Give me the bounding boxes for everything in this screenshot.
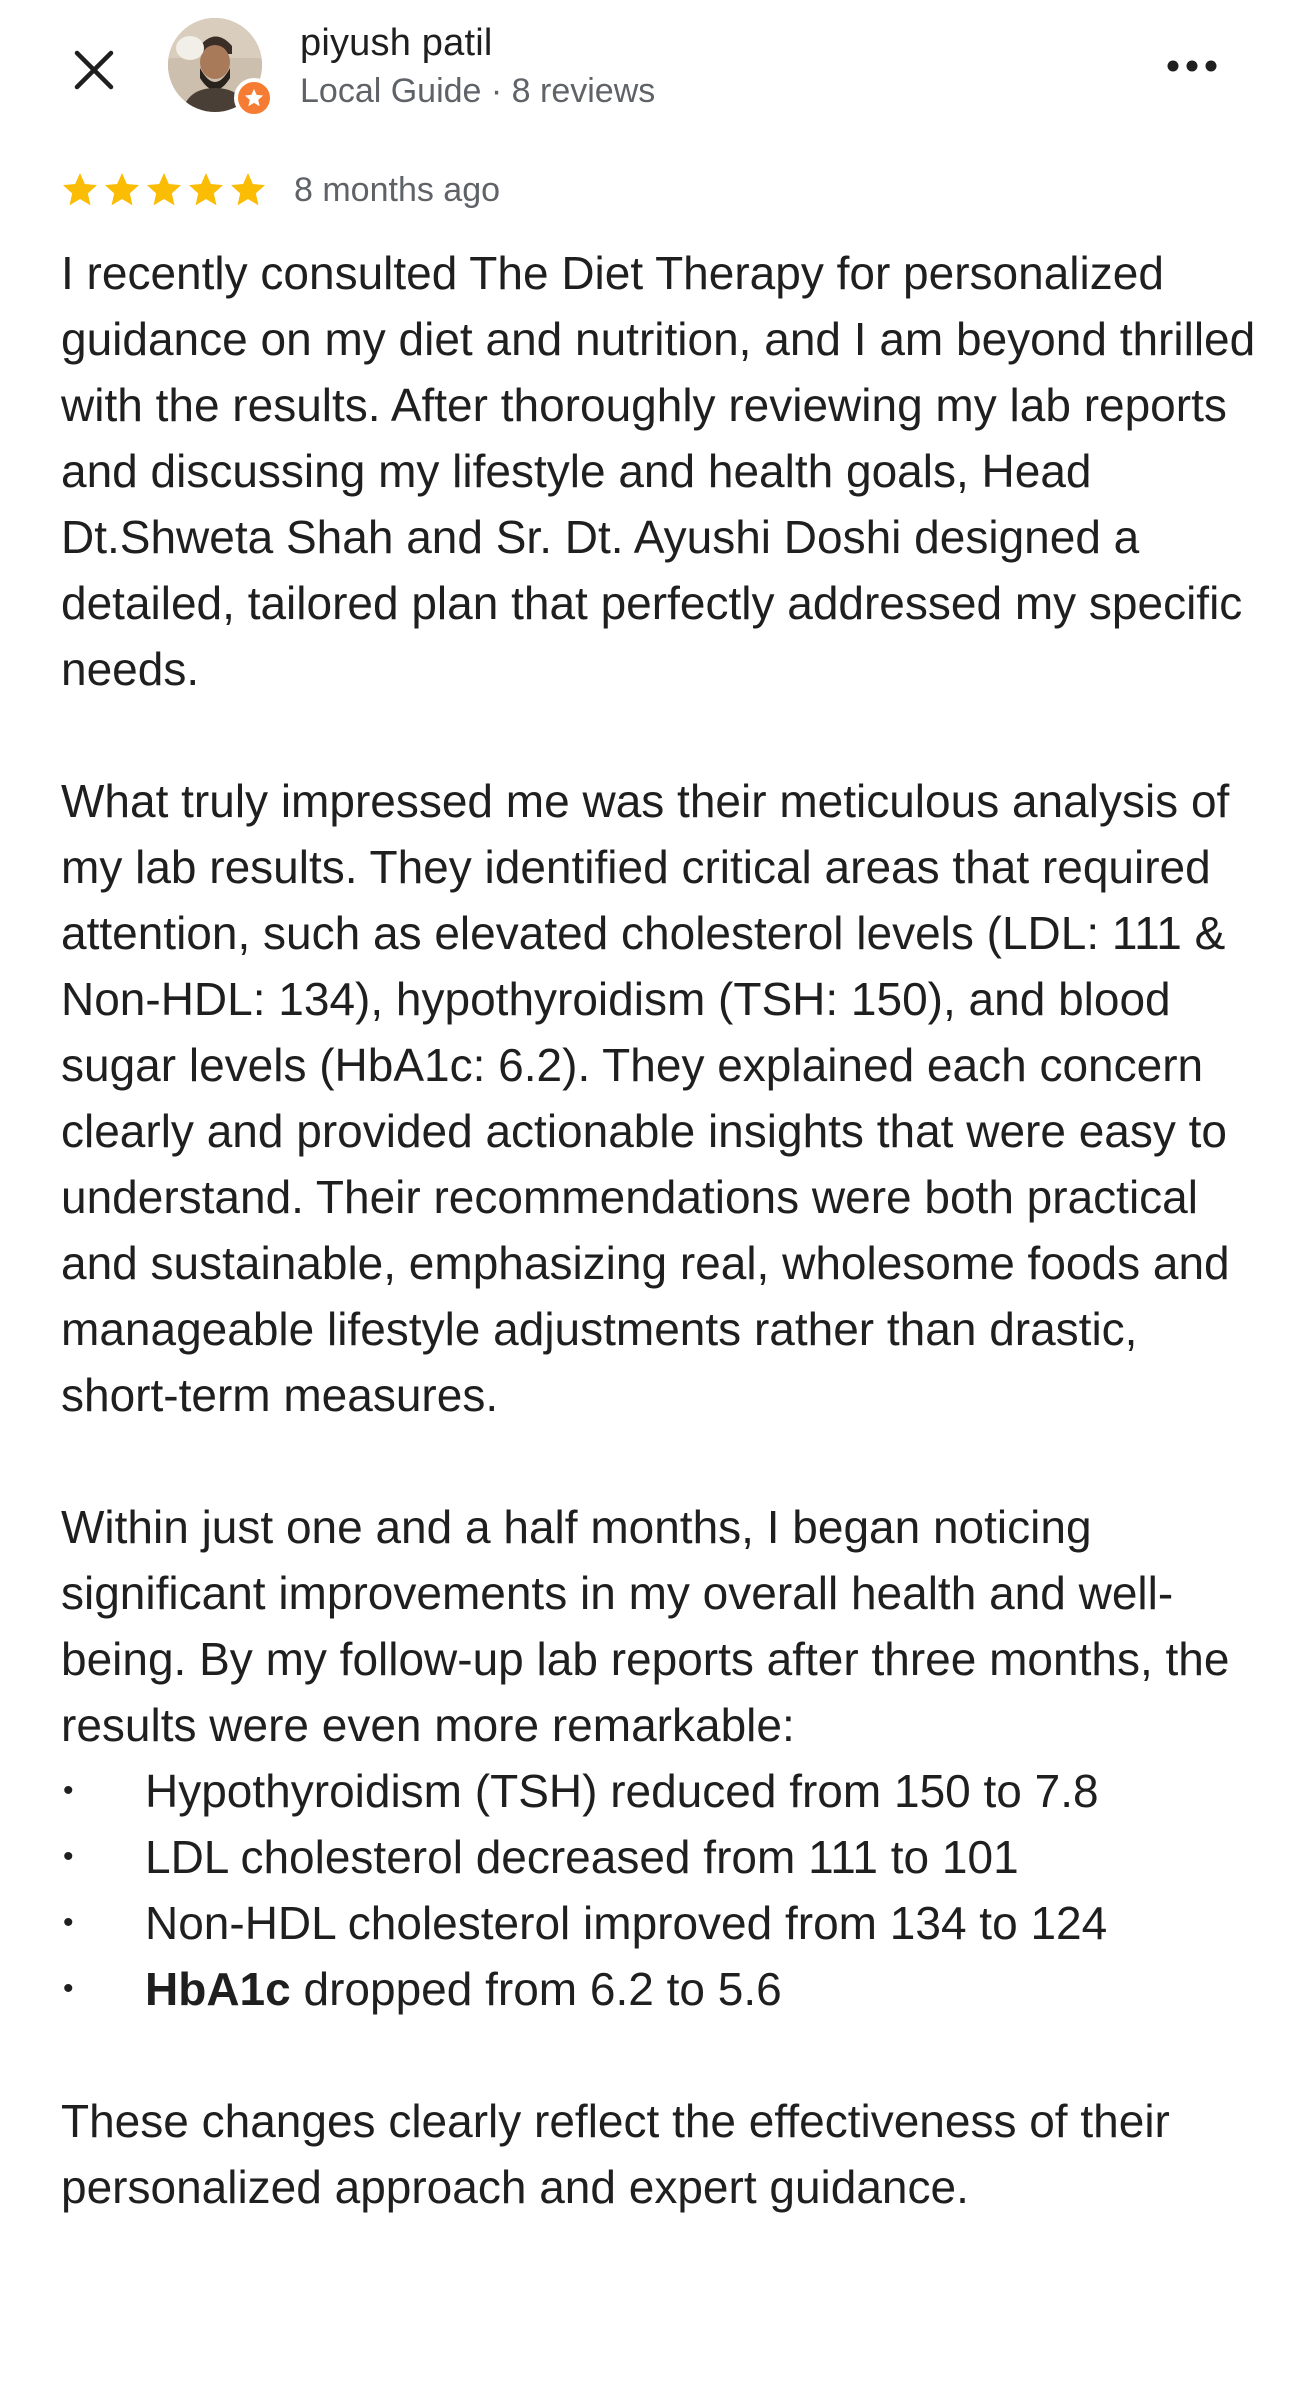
list-item: • LDL cholesterol decreased from 111 to 101 [61, 1824, 1261, 1890]
paragraph-spacer [61, 702, 1261, 768]
star-icon [102, 170, 142, 210]
list-item: • Hypothyroidism (TSH) reduced from 150 to 7.8 [61, 1758, 1261, 1824]
star-rating [60, 170, 268, 210]
reviewer-meta: Local Guide · 8 reviews [300, 72, 656, 110]
review-paragraph-2: What truly impressed me was their meticulous analysis of my lab results. They identified critical areas that required attention, such as elevated cholesterol levels (LDL: 111 & Non-HDL: 134), hypothyroidism (TSH: 150), and blood sugar levels (HbA1c: 6.2). They explained each concern clearly and provided actionable insights that were easy to understand. Their recommendations were both practical and sustainable, emphasizing real, wholesome foods and manageable lifestyle adjustments rather than drastic, short-term measures. [61, 775, 1230, 1421]
close-button[interactable] [62, 38, 126, 102]
review-time: 8 months ago [294, 170, 501, 209]
review-paragraph-1: I recently consulted The Diet Therapy for personalized guidance on my diet and nutrition, and I am beyond thrilled with the results. After thoroughly reviewing my lab reports and discussing my lifestyle and health goals, Head Dt.Shweta Shah and Sr. Dt. Ayushi Doshi designed a detailed, tailored plan that perfectly addressed my specific needs. [61, 247, 1256, 695]
reviewer-name[interactable]: piyush patil [300, 22, 493, 64]
more-options-button[interactable] [1160, 44, 1224, 88]
list-item [61, 1956, 1261, 2022]
review-paragraph-4: These changes clearly reflect the effectiveness of their personalized approach and expert guidance. [61, 2095, 1170, 2213]
results-list [61, 1758, 1261, 2022]
star-icon [60, 170, 100, 210]
more-horizontal-icon [1166, 59, 1218, 73]
star-badge-icon [243, 87, 265, 109]
close-icon [72, 48, 116, 92]
star-icon [186, 170, 226, 210]
review-paragraph-3: Within just one and a half months, I began noticing significant improvements in my overall health and well-being. By my follow-up lab reports after three months, the results were even more remarkable: [61, 1501, 1230, 1751]
paragraph-spacer [61, 1428, 1261, 1494]
local-guide-badge [234, 78, 274, 118]
list-item-text: dropped from 6.2 to 5.6 [290, 1963, 782, 2015]
star-icon [144, 170, 184, 210]
list-item-bold-term: HbA1c [145, 1963, 291, 2015]
paragraph-spacer [61, 2022, 1261, 2088]
review-text [61, 240, 1261, 2220]
list-item: • Non-HDL cholesterol improved from 134 to 124 [61, 1890, 1261, 1956]
rating-row [60, 165, 500, 215]
reviewer-avatar[interactable] [168, 18, 266, 116]
star-icon [228, 170, 268, 210]
